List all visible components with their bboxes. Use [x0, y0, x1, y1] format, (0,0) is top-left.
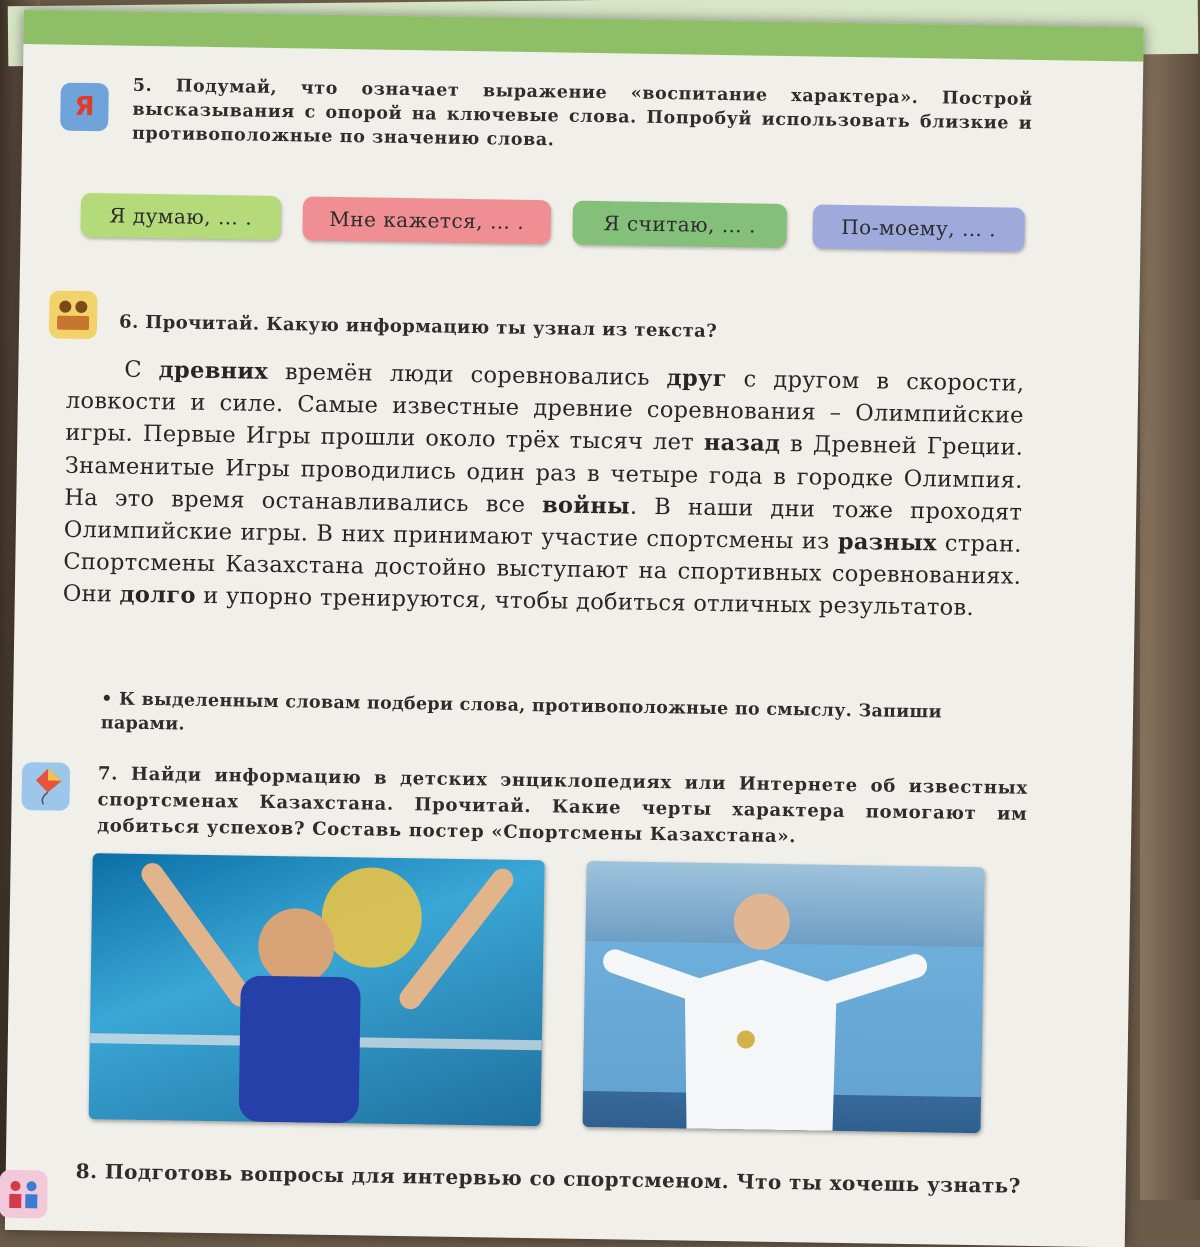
textbook-page — [5, 10, 1144, 1247]
highlighted-word: разных — [837, 528, 937, 557]
phrase-chip-it-seems: Мне кажется, … . — [302, 196, 551, 244]
task-7-text: 7. Найди информацию в детских энциклопедиях или Интернете об известных спортсменах Казахстана. Прочитай. Какие черты характера помогают им добиться успехов? Составь постер «Спортсмены Казахстана». — [97, 763, 1029, 848]
highlighted-word: древних — [158, 357, 269, 385]
reading-children-icon — [49, 290, 98, 339]
table-background — [1140, 0, 1200, 1200]
team-icon — [0, 1170, 48, 1219]
passage-text: и упорно тренируются, чтобы добиться отличных результатов. — [195, 583, 975, 622]
passage-text: стран. Спортсмены Казахстана достойно выступают на спортивных соревнованиях. Они — [62, 530, 1022, 608]
ya-speaker-icon — [60, 83, 109, 132]
passage-text: в Древней Греции. Знаменитые Игры проводились один раз в четыре года в городке Олимпия. На это время останавливались все — [64, 431, 1024, 519]
passage-text: . В наши дни тоже проходят Олимпийские игры. В них принимают участие спортсмены из — [63, 493, 1023, 555]
boxer-illustration — [89, 853, 545, 1126]
task-5-text: 5. Подумай, что означает выражение «воспитание характера». Построй высказывания с опорой на ключевые слова. Попробуй использовать близкие и противоположные по значению слова. — [131, 75, 1033, 151]
task-6-bullet: • К выделенным словам подбери слова, противоположные по смыслу. Запиши парами. — [100, 689, 943, 735]
highlighted-word: друг — [666, 365, 727, 393]
passage-text: С — [124, 356, 159, 384]
highlighted-word: войны — [541, 492, 631, 520]
team-glyph — [3, 1174, 44, 1215]
phrase-chip-i-believe: Я считаю, … . — [572, 201, 787, 248]
highlighted-word: долго — [119, 581, 196, 610]
kite-glyph — [25, 766, 66, 807]
athlete-photo-boxer — [89, 853, 545, 1126]
phrase-chips — [80, 193, 1041, 268]
passage-text: времён люди соревновались — [267, 358, 667, 392]
kite-icon — [21, 762, 70, 811]
athlete-photo-medalist — [583, 861, 985, 1133]
phrase-chip-in-my-opinion: По-моему, … . — [812, 204, 1025, 251]
highlighted-word: назад — [703, 430, 781, 458]
passage-text: с другом в скорости, ловкости и силе. Самые известные древние соревнования – Олимпийские игры. Первые Игры прошли около трёх тысяч лет — [65, 366, 1025, 457]
task-8-text: 8. Подготовь вопросы для интервью со спортсменом. Что ты хочешь узнать? — [75, 1158, 1021, 1198]
task-6-text: 6. Прочитай. Какую информацию ты узнал из текста? — [118, 311, 718, 342]
reading-children-glyph — [53, 295, 94, 334]
phrase-chip-i-think: Я думаю, … . — [80, 193, 281, 240]
ya-icon-letter: Я — [74, 91, 95, 123]
passage-paragraph — [63, 353, 1025, 626]
medalist-illustration — [583, 861, 985, 1133]
reading-passage — [63, 353, 1025, 626]
